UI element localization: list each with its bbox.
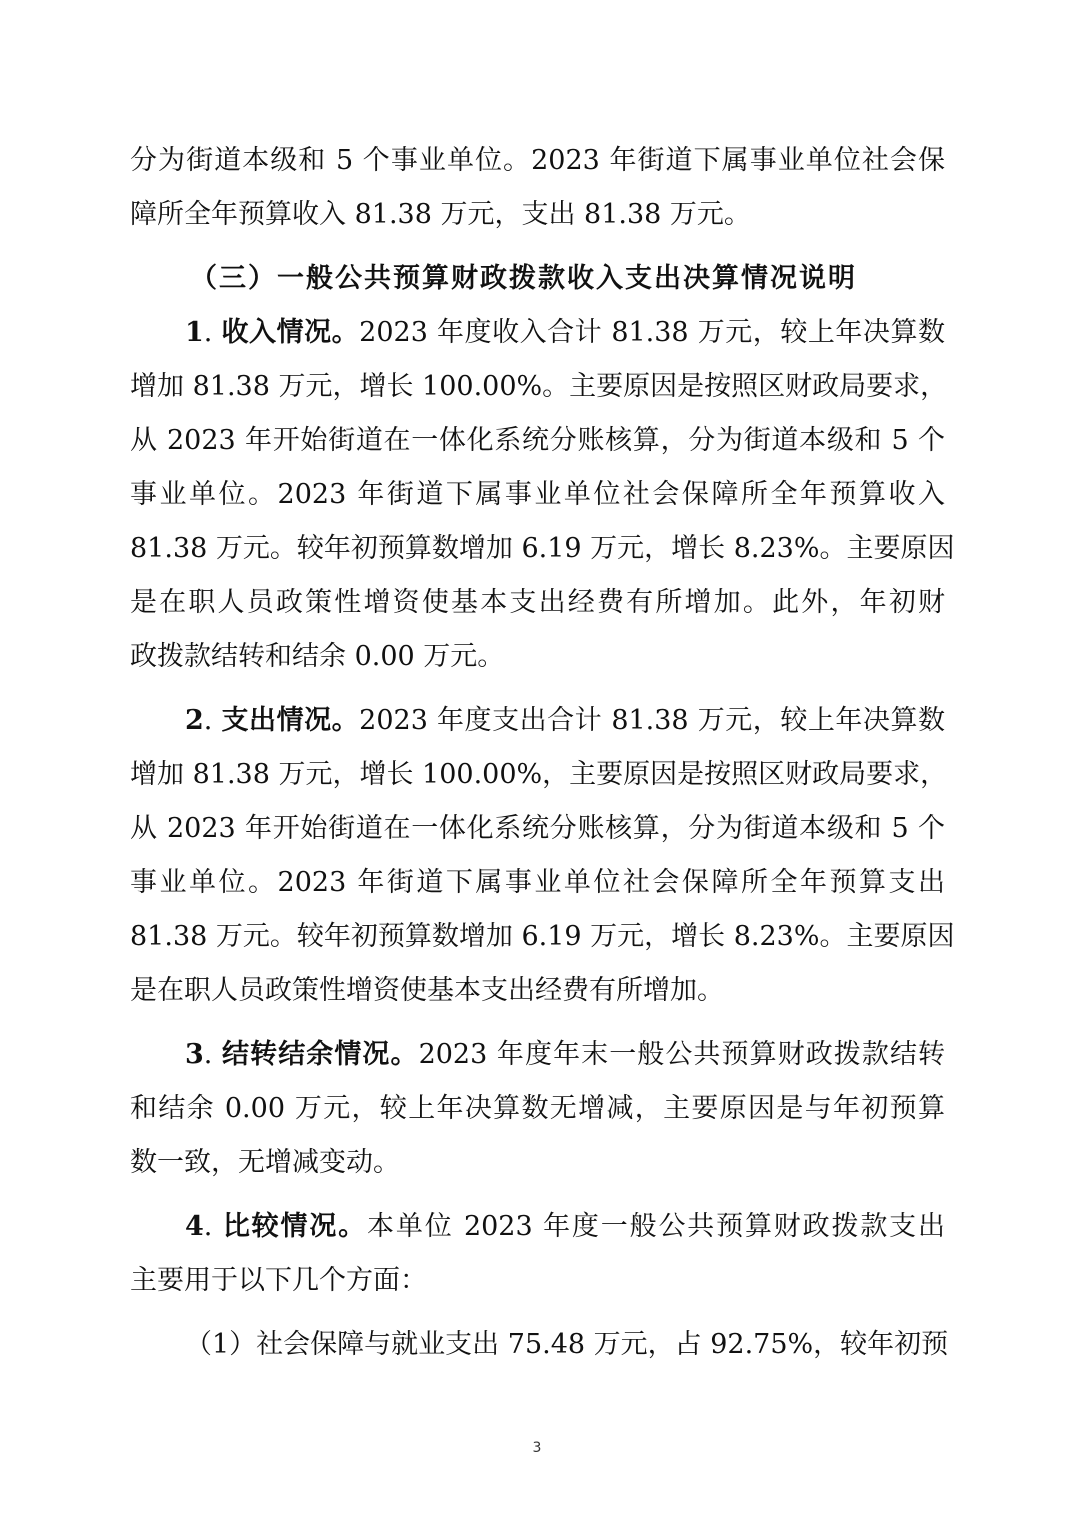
item-title: 结转结余情况。 [222, 1039, 419, 1070]
paragraph-line: 和结余 0.00 万元，较上年决算数无增减，主要原因是与年初预算 [130, 1093, 945, 1124]
paragraph-line: 事业单位。2023 年街道下属事业单位社会保障所全年预算支出 [130, 867, 945, 898]
paragraph-line: 政拨款结转和结余 0.00 万元。 [130, 641, 505, 672]
item-number: 2 [185, 705, 204, 736]
paragraph-line: （1）社会保障与就业支出 75.48 万元，占 92.75%，较年初预 [185, 1329, 949, 1360]
paragraph-line: 从 2023 年开始街道在一体化系统分账核算，分为街道本级和 5 个 [130, 425, 945, 456]
item-number: 4 [185, 1211, 204, 1242]
document-body [130, 134, 955, 1372]
item-text: 2023 年度支出合计 81.38 万元，较上年决算数 [359, 705, 945, 736]
paragraph-line [130, 694, 945, 748]
item-separator: . [203, 1211, 223, 1242]
item-text: 2023 年度收入合计 81.38 万元，较上年决算数 [359, 317, 945, 348]
item-title: 比较情况。 [222, 1211, 368, 1242]
item-title: 收入情况。 [221, 317, 360, 348]
paragraph-line [130, 1028, 945, 1082]
item-separator: . [203, 705, 222, 736]
paragraph-line: 是在职人员政策性增资使基本支出经费有所增加。此外，年初财 [130, 587, 945, 618]
item-number: 1 [185, 317, 204, 348]
page-number: 3 [532, 1440, 542, 1456]
paragraph-line: 增加 81.38 万元，增长 100.00%。主要原因是按照区财政局要求， [130, 371, 948, 402]
paragraph-line: 从 2023 年开始街道在一体化系统分账核算，分为街道本级和 5 个 [130, 813, 945, 844]
paragraph-line [130, 306, 945, 360]
item-text: 2023 年度年末一般公共预算财政拨款结转 [418, 1039, 946, 1070]
paragraph-line: 81.38 万元。较年初预算数增加 6.19 万元，增长 8.23%。主要原因 [130, 921, 955, 952]
paragraph-line: 增加 81.38 万元，增长 100.00%，主要原因是按照区财政局要求， [130, 759, 948, 790]
paragraph-line: 是在职人员政策性增资使基本支出经费有所增加。 [130, 975, 724, 1006]
paragraph-line: 数一致，无增减变动。 [130, 1147, 400, 1178]
paragraph-line: 障所全年预算收入 81.38 万元，支出 81.38 万元。 [130, 199, 751, 230]
item-text: 本单位 2023 年度一般公共预算财政拨款支出 [367, 1211, 945, 1242]
paragraph-line: 81.38 万元。较年初预算数增加 6.19 万元，增长 8.23%。主要原因 [130, 533, 955, 564]
item-separator: . [203, 317, 222, 348]
item-separator: . [203, 1039, 223, 1070]
paragraph-line: 事业单位。2023 年街道下属事业单位社会保障所全年预算收入 [130, 479, 945, 510]
item-title: 支出情况。 [221, 705, 360, 736]
paragraph-line: 主要用于以下几个方面： [130, 1265, 427, 1296]
item-number: 3 [185, 1039, 204, 1070]
paragraph-line [130, 1200, 945, 1254]
section-heading: （三）一般公共预算财政拨款收入支出决算情况说明 [190, 263, 857, 294]
paragraph-line: 分为街道本级和 5 个事业单位。2023 年街道下属事业单位社会保 [130, 145, 945, 176]
